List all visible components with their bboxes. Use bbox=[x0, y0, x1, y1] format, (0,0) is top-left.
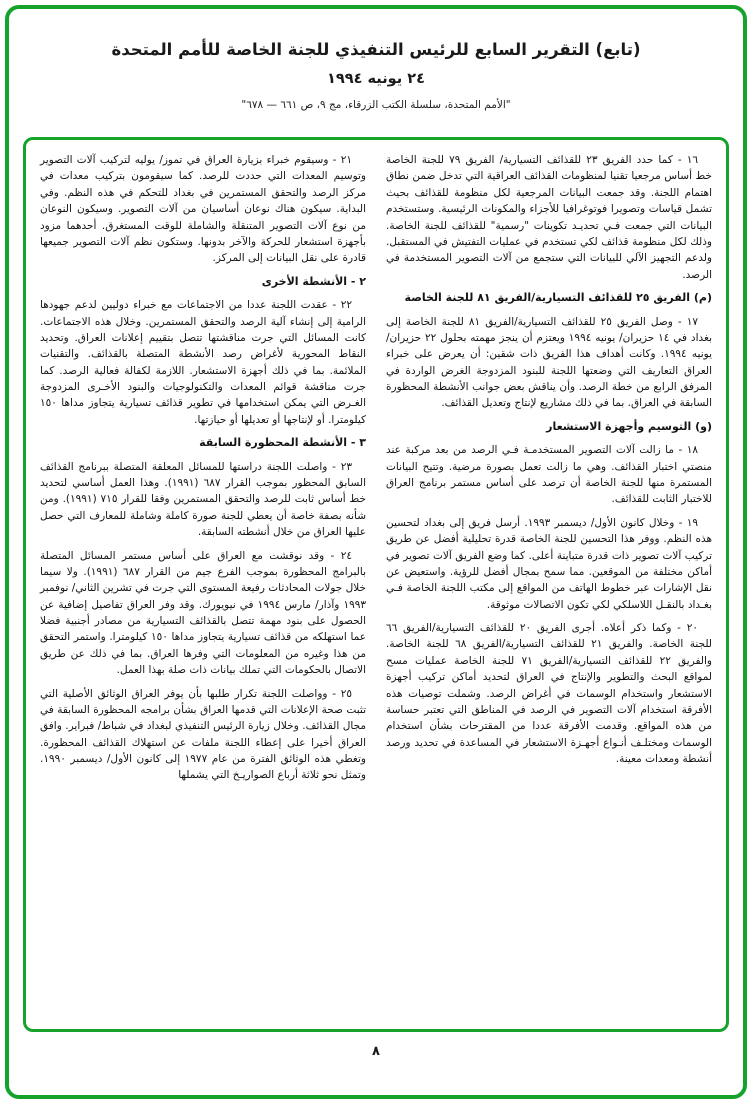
heading-2-other-activities: ٢ - الأنشطة الأخرى bbox=[261, 274, 366, 288]
paragraph-21: ٢١ - وسيقوم خبراء بزيارة العراق في تموز/ يوليه لتركيب آلات التصوير وتوسيم المعدات التي حددت للرصد. كما سيقومون بتركيب معدات في مركز الرصد والتحقق المستمرين في بغداد للتحكم في هذه النظم. وفي البداية. سيكون هناك نوعان أساسيان من آلات التصوير. وسيكون النوعان من نوع آلات التصوير المتنقلة والشاملة للوقت المستغرق. أحدهما مزود بأجهزة استشعار للحركة والآخر بدونها. وستكون نظم آلات التصوير جميعها قادرة على نقل البيانات إلى المركز. bbox=[40, 154, 366, 265]
heading-w-tagging-sensors: (و) التوسيم وأجهزة الاستشعار bbox=[546, 419, 712, 433]
paragraph-18: ١٨ - ما زالت آلات التصوير المستخدمـة فـي الرصد من بعد مركبة عند منصتي اختبار القذائف. وهي ما زالت تعمل بصورة مرضية. وتتيح البيانات المستمرة منها للجنة الخاصة أن ترصد على أساس مستمر برنامج العراق للاختبار الثابت للقذائف. bbox=[386, 444, 712, 506]
paragraph-20: ٢٠ - وكما ذكر أعلاه. أجرى الفريق ٢٠ للقذائف التسيارية/الفريق ٦٦ للجنة الخاصة. والفريق ٢١ للقذائف التسيارية/الفريق ٦٨ للجنة الخاصة. والفريق ٢٢ للقذائف التسيارية/الفريق ٧١ للجنة الخاصة عمليات مسح لمواقع البحث والتطوير والإنتاج في العراق لتحديد أماكن تركيب أجهزة الاستشعار واستخدام الوسمات في أغراض الرصد. وشملت توصيات هذه الأفرقة استخدام آلات التصوير في الرصد في المناطق التي تعتبر حساسة من هذه المواقع. وقدمت الأفرقة عددا من المقترحات بشأن استخدام الوسمات ومختلـف أنـواع أجهـزة الاستشعار في المساعدة في تحديد ورصد أنشطة ومعدات معينة. bbox=[386, 622, 712, 765]
two-column-layout bbox=[40, 152, 712, 1019]
paragraph-23: ٢٣ - واصلت اللجنة دراستها للمسائل المعلقة المتصلة ببرنامج القذائف السابق المحظور بموجب القرار ٦٨٧ (١٩٩١). وهذا العمل أساسي لتحديد خط أساس ثابت للرصد والتحقق المستمرين وفقا للقرار ٧١٥ (١٩٩١). ومن شأنه بصفة خاصة أن يعطي للجنة صورة كاملة وشاملة للمعارف التي حصل عليها العراق من خلال أنشطته السابقة. bbox=[40, 460, 366, 539]
page-footer bbox=[0, 1040, 752, 1059]
paragraph-25: ٢٥ - وواصلت اللجنة تكرار طلبها بأن يوفر العراق الوثائق الأصلية التي تثبت صحة الإعلانات التي قدمها العراق بشأن برامجه المحظورة السابقة في مجال القذائف. وخلال زيارة الرئيس التنفيذي لبغداد في شباط/ فبراير. وافق العراق أخيرا على إعطاء اللجنة ملفات عن استهلاك القذائف المحظورة. وتغطي هذه الوثائق الفترة من عام ١٩٧٧ إلى كانون الأول/ ديسمبر ١٩٩٠. وتمثل نحو ثلاثة أرباع الصواريـخ التي يشملها bbox=[40, 687, 366, 782]
paragraph-24: ٢٤ - وقد نوقشت مع العراق على أساس مستمر المسائل المتصلة بالبرامج المحظورة بموجب الفرع جيم من القرار ٦٨٧ (١٩٩١). ولا سيما خلال جولات المحادثات رفيعة المستوى التي جرت في تشرين الثاني/ نوفمبر ١٩٩٣ وآذار/ مارس ١٩٩٤ في نيويورك. وقد وفر العراق تفاصيل إضافية عن الحصول على بنود مهمة تتصل بالقذائف التسيارية من مصادر أجنبية فضلا عما استهلكه من قذائف تسيارية يتجاوز مداها ١٥٠ كيلومترا. واستمر التحقق من هذا وغيره من المعلومات التي وفرها العراق. بما في ذلك عن طريق الاتصال بالحكومات التي تملك بيانات ذات صلة بهذا العمل. bbox=[40, 549, 367, 677]
paragraph-16: ١٦ - كما حدد الفريق ٢٣ للقذائف التسيارية/ الفريق ٧٩ للجنة الخاصة خط أساس مرجعيا تقنيا لمنظومات القذائف العراقية التي تدخل ضمن نطاق اهتمام اللجنة. وقد جمعت البيانات المرجعية لكل منظومة للقذائف بحيث تشمل قياسات وتصويرا فوتوغرافيا للأجزاء والمكونات الرئيسية. وستستخدم البيانات التي جمعت فـي تحديـد تكوينات "رسمية" للقذائف للجنة الخاصة. وذلك لكل منظومة قذائف لكي تستخدم في عمليات التفتيش في المستقبل. ولدعم التجهيز الآلي للبيانات التي ستجمع من آلات التصوير المستخدمة في الرصد. bbox=[386, 154, 712, 281]
document-date: ٢٤ يونيه ١٩٩٤ bbox=[327, 71, 425, 87]
document-source-line: "الأمم المتحدة، سلسلة الكتب الزرقاء، مج ٩، ص ٦٦١ — ٦٧٨" bbox=[241, 99, 511, 111]
paragraph-22: ٢٢ - عقدت اللجنة عددا من الاجتماعات مع خبراء دوليين لدعم جهودها الرامية إلى إنشاء آلية الرصد والتحقق المستمرين. وخلال هذه الاجتماعات. كانت المسائل التي جرت مناقشتها تتصل بتقييم إعلانات العراق. وتحديد النقاط المحورية لأغراض رصد الأنشطة المتصلة بالقذائف. والتقنيات الملائمة. بما في ذلك أجهزة الاستشعار. اللازمة لكفالة فعالية الرصد. كما جرت مناقشة قوائم المعدات والتكنولوجيات والبنود الأخـرى المزدوجة الغـرض التي يمكن استخدامها في تطوير قذائف تسيارية يتجاوز مداها ١٥٠ كيلومترا. أو لإنتاجها أو تعديلها أو حيازتها. bbox=[40, 299, 366, 426]
bordered-text-box bbox=[23, 137, 729, 1032]
paragraph-17: ١٧ - وصل الفريق ٢٥ للقذائف التسيارية/الفريق ٨١ للجنة الخاصة إلى بغداد في ١٤ حزيران/ يونيه ١٩٩٤ ويعتزم أن ينجز مهمته بحلول ٢٢ حزيران/ يونيه ١٩٩٤. وكانت أهداف هذا الفريق ذات شقين: أن يعرض على خبراء العراق التعاريف التي وضعتها اللجنة للبنود المزدوجة الغرض الواردة في المرفق الرابع من خطة الرصد. وأن يناقش بعض جوانب الأنشطة المحظورة السابقة في العراق. بما في ذلك مشاريع لإنتاج وتعديل القذائف. bbox=[386, 315, 713, 410]
page-number: ٨ bbox=[372, 1044, 380, 1059]
heading-m-missile-team-25: (م) الفريق ٢٥ للقذائف التسيارية/الفريق ٨١ للجنة الخاصة bbox=[404, 291, 712, 304]
document-title: (تابع) التقرير السابع للرئيس التنفيذي للجنة الخاصة للأمم المتحدة bbox=[111, 40, 641, 59]
heading-3-past-prohibited-activities: ٣ - الأنشطة المحظورة السابقة bbox=[199, 436, 366, 450]
left-column bbox=[40, 152, 366, 1019]
paragraph-19: ١٩ - وخلال كانون الأول/ ديسمبر ١٩٩٣. أرسل فريق إلى بغداد لتحسين هذه النظم. ووفر هذا التحسين للجنة الخاصة قدرة تحليلية أفضل عن طريق تركيب آلات تصوير ذات قدرة متباينة أعلى. كما وضع الفريق آلات تصوير في أماكن مختلفة من الموقعين. مما سمح بمجال أفضل للرؤية. واستعيض عن نقل الإشارات عبر خطوط الهاتف من المواقع إلى مكتب اللجنة الخاصة فـي بغـداد بالنقـل اللاسلكي لكي تكون الاتصالات موثوقة. bbox=[386, 516, 712, 611]
document-header bbox=[40, 40, 712, 111]
right-column bbox=[386, 152, 712, 1019]
